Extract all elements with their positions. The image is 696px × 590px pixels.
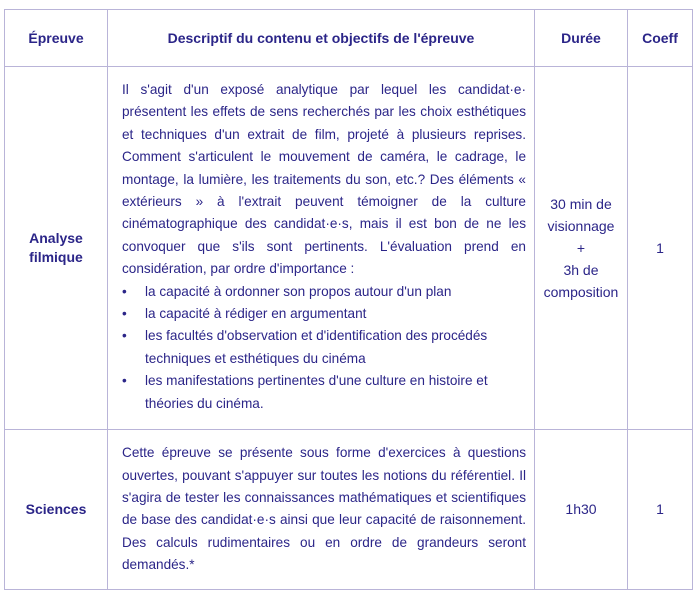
description-paragraph: Il s'agit d'un exposé analytique par lequel les candidat·e· présentent les effets de sens recherchés par les choix esthétiques et techniques d'un extrait de film, projeté à plusieurs reprises. Comment s'articulent le mouvement de caméra, le cadrage, le montage, la lumière, les traitements du son, etc.? Des éléments « extérieurs » à l'extrait peuvent témoigner de la culture cinématographique des candidat·e·s, mais il est bon de ne les convoquer que s'ils sont pertinents. L'évaluation prend en considération, par ordre d'importance : <box>122 82 526 277</box>
duree-line: visionnage <box>547 218 615 235</box>
header-coeff: Coeff <box>628 10 693 67</box>
table-row <box>5 430 693 589</box>
row-coeff: 1 <box>628 67 693 430</box>
table-row <box>5 67 693 430</box>
description-paragraph: Cette épreuve se présente sous forme d'exercices à questions ouvertes, pouvant s'appuyer sur toutes les notions du référentiel. Il s'agira de tester les connaissances mathématiques et scientifiques de base des candidat·e·s ainsi que leur capacité de raisonnement. Des calculs rudimentaires ou en ordre de grandeurs seront demandés.* <box>122 445 526 573</box>
exam-table <box>4 9 693 590</box>
row-duree: 1h30 <box>535 430 628 589</box>
bullet-icon: • <box>122 283 127 299</box>
row-title-line: Analyse <box>29 230 83 247</box>
list-item: • les facultés d'observation et d'identification des procédés techniques et esthétiques du cinéma <box>122 325 526 370</box>
bullet-icon: • <box>122 373 127 389</box>
list-item: • les manifestations pertinentes d'une culture en histoire et théories du cinéma. <box>122 370 526 415</box>
row-description <box>108 430 535 589</box>
criteria-list <box>122 281 526 415</box>
list-item: • la capacité à ordonner son propos autour d'un plan <box>122 281 526 303</box>
list-item: • la capacité à rédiger en argumentant <box>122 303 526 325</box>
row-title-line: filmique <box>29 249 83 266</box>
header-row <box>5 10 693 67</box>
header-duree: Durée <box>535 10 628 67</box>
bullet-icon: • <box>122 306 127 322</box>
duree-line: 30 min de <box>550 196 612 213</box>
duree-line: composition <box>543 284 619 301</box>
header-epreuve: Épreuve <box>5 10 108 67</box>
bullet-icon: • <box>122 328 127 344</box>
row-title-sciences: Sciences <box>5 430 108 589</box>
row-title-analyse <box>5 67 108 430</box>
duree-line: 3h de <box>563 262 599 279</box>
row-duree <box>535 67 628 430</box>
header-descriptif: Descriptif du contenu et objectifs de l'épreuve <box>108 10 535 67</box>
row-coeff: 1 <box>628 430 693 589</box>
row-description <box>108 67 535 430</box>
duree-line: + <box>576 240 586 257</box>
